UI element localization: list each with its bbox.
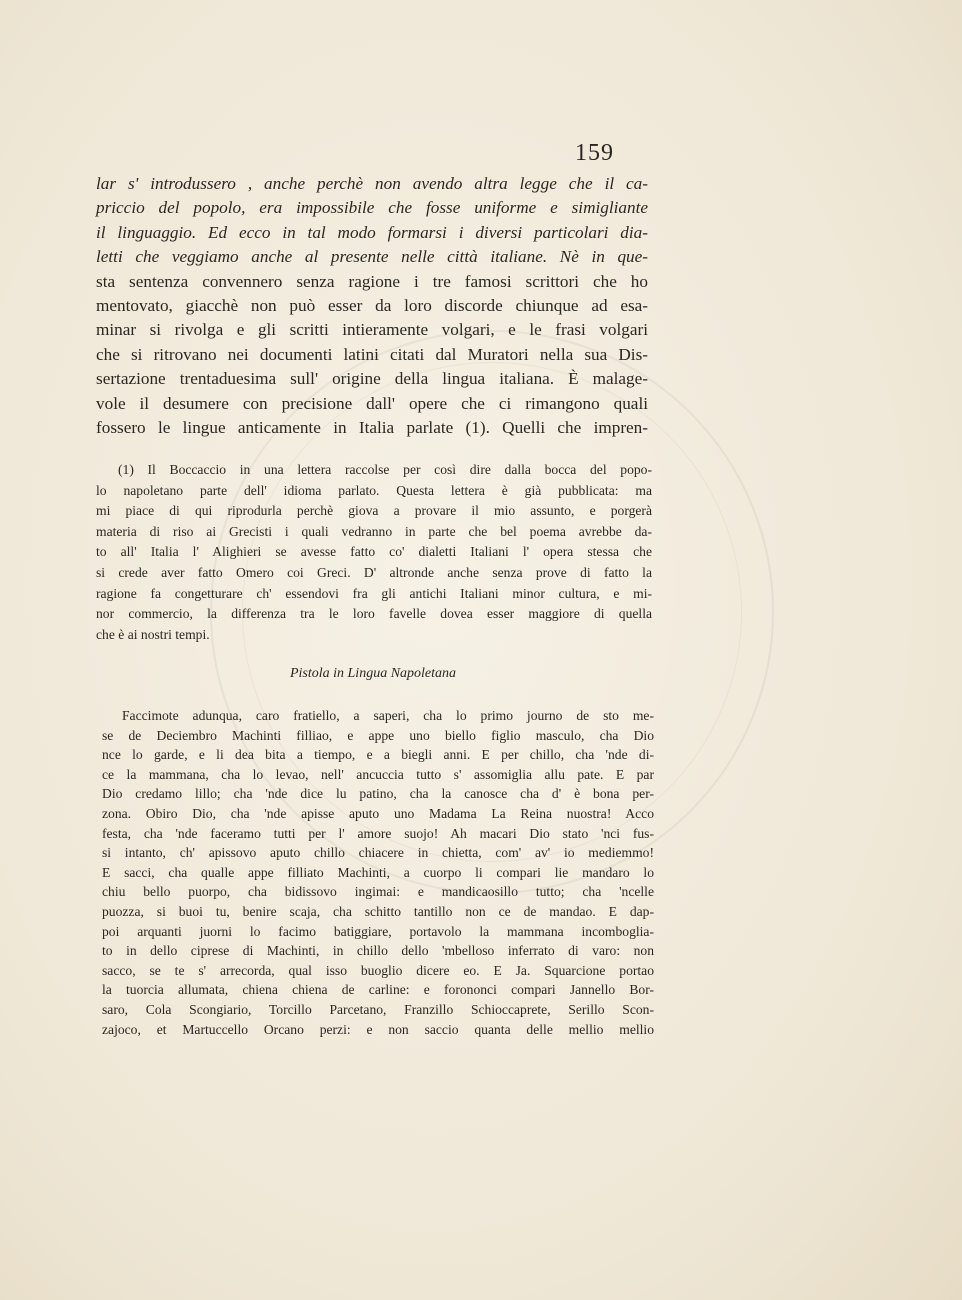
letter-line: Dio credamo lillo; cha 'nde dice lu patino, cha la canosce cha d' è bona per- <box>102 786 654 802</box>
footnote <box>96 460 652 645</box>
letter-line: zona. Obiro Dio, cha 'nde apisse aputo uno Madama La Reina nuostra! Acco <box>102 805 654 821</box>
footnote-line: nor commercio, la differenza tra le loro favelle dovea esser maggiore di quella <box>96 606 652 622</box>
letter-line: festa, cha 'nde faceramo tutti per l' amore suojo! Ah macari Dio stato 'nci fus- <box>102 825 654 841</box>
page-number: 159 <box>575 140 614 166</box>
letter-line: chiu bello puorpo, cha bidissovo ingimai: e mandicaosillo tutto; cha 'ncelle <box>102 884 654 900</box>
letter-line: sacco, se te s' arrecorda, qual isso buoglio dicere eo. E Ja. Squarcione portao <box>102 962 654 978</box>
footnote-line: lo napoletano parte dell' idioma parlato. Questa lettera è già pubblicata: ma <box>96 482 652 498</box>
footnote-line: si crede aver fatto Omero coi Greci. D' altronde anche senza prove di fatto la <box>96 564 652 580</box>
body-line: lar s' introdussero , anche perchè non avendo altra legge che il ca- <box>96 174 648 193</box>
footnote-line: che è ai nostri tempi. <box>96 626 210 642</box>
letter-line: puozza, si buoi tu, benire scaja, cha schitto tantillo non ce de mandao. E dap- <box>102 903 654 919</box>
body-line: sertazione trentaduesima sull' origine della lingua italiana. È malage- <box>96 369 648 389</box>
footnote-line: mi piace di qui riprodurla perchè giova a provare il mio assunto, e porgerà <box>96 503 652 519</box>
body-line: priccio del popolo, era impossibile che fosse uniforme e simigliante <box>96 198 648 218</box>
main-paragraph <box>96 172 648 440</box>
letter-line: saro, Cola Scongiario, Torcillo Parcetano, Franzillo Schioccaprete, Serillo Scon- <box>102 1001 654 1017</box>
footnote-line: (1) Il Boccaccio in una lettera raccolse per così dire dalla bocca del popo- <box>118 462 652 477</box>
letter-line: to in dello ciprese di Machinti, in chillo dello 'mbelloso inferrato di varo: non <box>102 943 654 959</box>
letter-line: ce la mammana, cha lo levao, nell' ancuccia tutto s' assomiglia allu pate. E par <box>102 766 654 782</box>
body-line: mentovato, giacchè non può esser da loro discorde chiunque ad esa- <box>96 296 648 316</box>
letter-line: poi arquanti juorni lo facimo batiggiare, portavolo la mammana incomboglia- <box>102 923 654 939</box>
body-line: letti che veggiamo anche al presente nelle città italiane. Nè in que- <box>96 247 648 267</box>
letter-line: E sacci, cha qualle appe filliato Machinti, a cuorpo li compari lie mandaro lo <box>102 864 654 880</box>
letter-line: la tuorcia allumata, chiena chiena de carline: e forononci compari Jannello Bor- <box>102 982 654 998</box>
body-line: minar si rivolga e gli scritti intieramente volgari, e le frasi volgari <box>96 320 648 340</box>
section-title: Pistola in Lingua Napoletana <box>289 666 457 681</box>
letter-text <box>102 706 654 1039</box>
footnote-line: materia di riso ai Grecisti i quali vedranno in parte che bel poema avrebbe da- <box>96 523 652 539</box>
letter-line: nce lo garde, e li dea bita a tiempo, e a biegli anni. E per chillo, cha 'nde di- <box>102 747 654 763</box>
letter-line: se de Deciembro Machinti filliao, e appe uno biello figlio masculo, cha Dio <box>102 727 654 743</box>
footnote-line: to all' Italia l' Alighieri se avesse fatto co' dialetti Italiani l' opera stessa che <box>96 544 652 560</box>
body-line: fossero le lingue anticamente in Italia parlate (1). Quelli che impren- <box>96 418 648 438</box>
body-line: il linguaggio. Ed ecco in tal modo formarsi i diversi particolari dia- <box>96 222 648 242</box>
letter-line: zajoco, et Martuccello Orcano perzi: e non saccio quanta delle mellio mellio <box>102 1021 654 1037</box>
letter-line: Faccimote adunqua, caro fratiello, a saperi, cha lo primo journo de sto me- <box>122 708 654 723</box>
body-line: sta sentenza convennero senza ragione i tre famosi scrittori che ho <box>96 271 648 291</box>
body-line: vole il desumere con precisione dall' opere che ci rimangono quali <box>96 393 648 413</box>
body-line: che si ritrovano nei documenti latini citati dal Muratori nella sua Dis- <box>96 344 648 364</box>
footnote-line: ragione fa congetturare ch' essendovi fra gli antichi Italiani minor cultura, e mi- <box>96 585 652 601</box>
letter-line: si intanto, ch' apissovo aputo chillo chiacere in chietta, com' av' io mediemmo! <box>102 845 654 861</box>
